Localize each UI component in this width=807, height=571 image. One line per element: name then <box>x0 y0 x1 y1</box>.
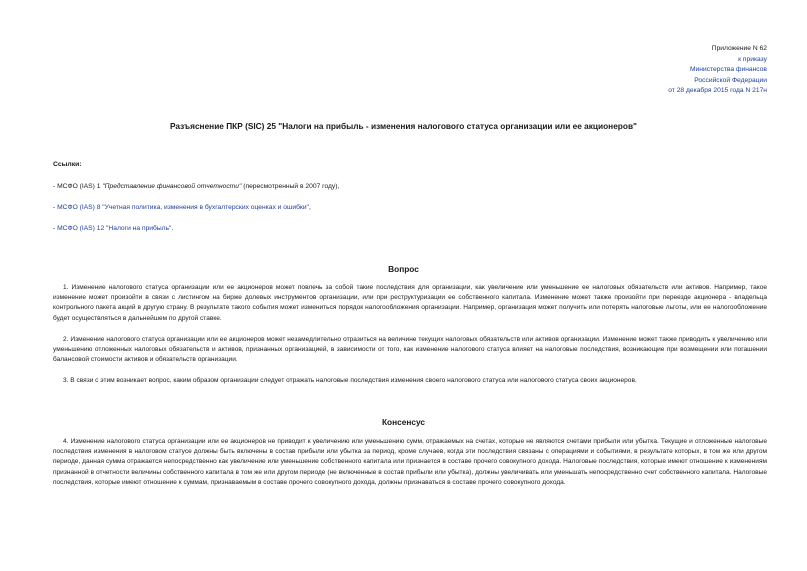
paragraph-1: 1. Изменение налогового статуса организации или ее акционеров может повлечь за собой такие последствия для организации, как увеличение или уменьшение ее налоговых обязательств или активов. Например, такое изменение может произойти в связи с листингом на бирже долевых инструментов организации, или при реструктуризации ее собственного капитала. Изменение может также произойти при переезде акционера - владельца контрольного пакета акций в другую страну. В результате такого события может измениться порядок налогообложения организации. Например, организация может получить или потерять налоговые льготы, или ее налогообложение будет осуществляться в дальнейшем по другой ставке. <box>53 284 767 322</box>
reference-prefix: - МСФО (IAS) 1 <box>53 183 103 190</box>
paragraph-4: 4. Изменение налогового статуса организации или ее акционеров не приводит к увеличению или уменьшению сумм, отражаемых на счетах, которые не являются счетами прибыли или убытка. Текущие и отложенные налоговые последствия изменения в налоговом статусе должны быть включены в состав прибыли или убытка за период, кроме случаев, когда эти последствия связаны с операциями и событиями, в результате которых, в том же или другом периоде, данная сумма отражается непосредственно как увеличение или уменьшение собственного капитала или признается в составе прочего совокупного дохода. Налоговые последствия, которые имеют отношение к изменениям признанной в отчетности величины собственного капитала в том же или другом периоде (не включенные в состав прибыли или убытка), должны увеличивать или уменьшать непосредственно счет собственного капитала. Налоговые последствия, которые имеют отношение к суммам, признаваемым в составе прочего совокупного дохода, должны признаваться в составе прочего совокупного дохода. <box>53 438 767 486</box>
references-label: Ссылки: <box>53 161 82 168</box>
reference-title: "Представление финансовой отчетности" <box>102 183 242 190</box>
appendix-block <box>668 44 767 97</box>
reference-item <box>53 203 311 212</box>
section-heading-question: Вопрос <box>388 264 419 274</box>
reference-suffix: (пересмотренный в 2007 году), <box>241 183 340 190</box>
reference-link-ias12[interactable]: МСФО (IAS) 12 "Налоги на прибыль" <box>57 225 172 232</box>
reference-item <box>53 224 173 233</box>
section-heading-consensus: Консенсус <box>381 417 426 427</box>
appendix-country-link[interactable]: Российской Федерации <box>694 76 767 84</box>
reference-item <box>53 182 339 191</box>
appendix-number: Приложение N 62 <box>711 45 767 52</box>
reference-prefix: - <box>53 225 58 232</box>
reference-link-ias8[interactable]: МСФО (IAS) 8 "Учетная политика, изменения в бухгалтерских оценках и ошибки" <box>57 204 309 211</box>
appendix-ministry-link[interactable]: Министерства финансов <box>689 66 767 74</box>
appendix-date-link[interactable]: от 28 декабря 2015 года N 217н <box>668 87 767 95</box>
appendix-order-link[interactable]: к приказу <box>738 55 767 63</box>
paragraph-2: 2. Изменение налогового статуса организации или ее акционеров может незамедлительно отразиться на величине текущих налоговых обязательств или активов организации. Изменение может также приводить к увеличению или уменьшению отложенных налоговых обязательств и активов, признанных организацией, в зависимости от того, как изменение налогового статуса влияет на налоговые последствия, возникающие при возмещении или погашении балансовой стоимости активов и обязательств организации. <box>53 336 767 364</box>
reference-suffix: . <box>171 225 174 232</box>
reference-prefix: - <box>53 204 58 211</box>
reference-suffix: , <box>308 204 311 211</box>
document-title: Разъяснение ПКР (SIC) 25 "Налоги на прибыль - изменения налогового статуса организации или ее акционеров" <box>170 121 637 131</box>
paragraph-3: 3. В связи с этим возникает вопрос, каким образом организации следует отражать налоговые последствия изменения своего налогового статуса или налогового статуса своих акционеров. <box>63 377 637 384</box>
